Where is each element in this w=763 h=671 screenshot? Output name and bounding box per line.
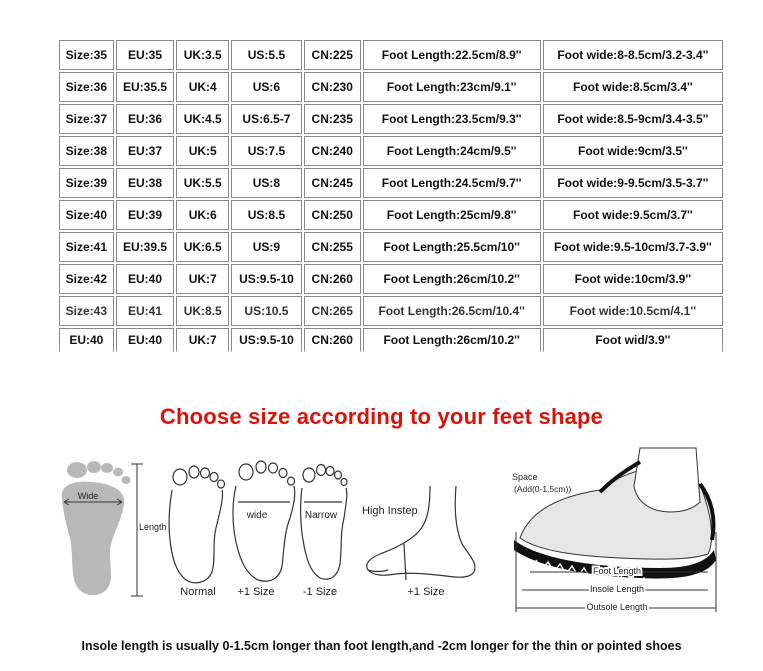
uk-cell: UK:7 [176, 264, 229, 294]
cn-cell: CN:250 [304, 200, 361, 230]
size-row [59, 232, 723, 262]
foot-length-cell: Foot Length:22.5cm/8.9'' [363, 40, 541, 70]
foot-wide-cell: Foot wide:9.5cm/3.7'' [543, 200, 723, 230]
high-instep-caption: +1 Size [407, 586, 445, 598]
cn-cell: CN:240 [304, 136, 361, 166]
size-cell: Size:42 [59, 264, 114, 294]
foot-length-cell: Foot Length:26cm/10.2'' [363, 264, 541, 294]
footnote: Insole length is usually 0-1.5cm longer than foot length,and -2cm longer for the thin or pointed shoes [81, 639, 682, 653]
cn-cell: CN:245 [304, 168, 361, 198]
size-row [59, 136, 723, 166]
size-cell: Size:39 [59, 168, 114, 198]
size-chart-body [59, 40, 723, 352]
us-cell: US:5.5 [231, 40, 302, 70]
foot-wide-cell: Foot wide:8.5-9cm/3.4-3.5'' [543, 104, 723, 134]
us-cell: US:9.5-10 [231, 264, 302, 294]
size-row [59, 264, 723, 294]
foot-length-cell: Foot Length:25.5cm/10'' [363, 232, 541, 262]
foot-length-cell: Foot Length:24cm/9.5'' [363, 136, 541, 166]
size-cell: Size:41 [59, 232, 114, 262]
size-cell: Size:37 [59, 104, 114, 134]
eu-cell: EU:39.5 [116, 232, 175, 262]
size-row [59, 40, 723, 70]
normal-caption: Normal [180, 586, 216, 598]
space-label: Space [512, 472, 538, 482]
foot-wide-cell: Foot wid/3.9'' [543, 328, 723, 352]
size-cell: Size:40 [59, 200, 114, 230]
size-row [59, 328, 723, 352]
us-cell: US:8 [231, 168, 302, 198]
cn-cell: CN:255 [304, 232, 361, 262]
size-cell: Size:38 [59, 136, 114, 166]
size-cell: Size:36 [59, 72, 114, 102]
uk-cell: UK:6.5 [176, 232, 229, 262]
size-row [59, 72, 723, 102]
us-cell: US:8.5 [231, 200, 302, 230]
uk-cell: UK:5 [176, 136, 229, 166]
foot-wide-cell: Foot wide:8.5cm/3.4'' [543, 72, 723, 102]
size-row [59, 168, 723, 198]
eu-cell: EU:38 [116, 168, 175, 198]
narrow-foot-outline [301, 465, 347, 580]
narrow-foot-label: Narrow [304, 510, 338, 521]
cn-cell: CN:265 [304, 296, 361, 326]
size-cell: EU:40 [59, 328, 114, 352]
cn-cell: CN:230 [304, 72, 361, 102]
foot-length-cell: Foot Length:26.5cm/10.4'' [363, 296, 541, 326]
foot-length-cell: Foot Length:23cm/9.1'' [363, 72, 541, 102]
footprint-diagram [62, 461, 167, 596]
foot-wide-cell: Foot wide:9cm/3.5'' [543, 136, 723, 166]
wide-caption: +1 Size [237, 586, 275, 598]
cn-cell: CN:260 [304, 264, 361, 294]
uk-cell: UK:4.5 [176, 104, 229, 134]
outsole-length-label: Outsole Length [586, 602, 648, 612]
size-row [59, 200, 723, 230]
size-cell: Size:43 [59, 296, 114, 326]
eu-cell: EU:35 [116, 40, 175, 70]
uk-cell: UK:8.5 [176, 296, 229, 326]
eu-cell: EU:35.5 [116, 72, 175, 102]
us-cell: US:7.5 [231, 136, 302, 166]
us-cell: US:10.5 [231, 296, 302, 326]
cn-cell: CN:260 [304, 328, 361, 352]
foot-length-cell: Foot Length:26cm/10.2'' [363, 328, 541, 352]
uk-cell: UK:6 [176, 200, 229, 230]
length-label: Length [139, 522, 167, 532]
insole-length-label: Insole Length [589, 584, 645, 594]
us-cell: US:9 [231, 232, 302, 262]
size-cell: Size:35 [59, 40, 114, 70]
uk-cell: UK:4 [176, 72, 229, 102]
foot-wide-cell: Foot wide:10cm/3.9'' [543, 264, 723, 294]
size-row [59, 104, 723, 134]
foot-length-label: Foot Length [592, 566, 642, 576]
cn-cell: CN:235 [304, 104, 361, 134]
eu-cell: EU:41 [116, 296, 175, 326]
wide-label: Wide [77, 491, 99, 501]
foot-wide-cell: Foot wide:8-8.5cm/3.2-3.4'' [543, 40, 723, 70]
foot-length-cell: Foot Length:24.5cm/9.7'' [363, 168, 541, 198]
high-instep-foot [367, 486, 475, 580]
foot-wide-cell: Foot wide:9.5-10cm/3.7-3.9'' [543, 232, 723, 262]
wide-foot-outline [233, 461, 295, 581]
narrow-caption: -1 Size [302, 586, 338, 598]
us-cell: US:6 [231, 72, 302, 102]
headline: Choose size according to your feet shape [159, 404, 604, 429]
wide-foot-label: wide [246, 510, 268, 521]
eu-cell: EU:36 [116, 104, 175, 134]
feet-shape-illustration [0, 440, 763, 630]
size-chart-table [57, 38, 725, 354]
eu-cell: EU:37 [116, 136, 175, 166]
foot-wide-cell: Foot wide:10.5cm/4.1'' [543, 296, 723, 326]
us-cell: US:6.5-7 [231, 104, 302, 134]
space-sub-label: (Add(0-1.5cm)) [514, 484, 572, 494]
size-row [59, 296, 723, 326]
foot-length-cell: Foot Length:23.5cm/9.3'' [363, 104, 541, 134]
eu-cell: EU:40 [116, 328, 175, 352]
normal-foot-outline [169, 466, 224, 583]
uk-cell: UK:3.5 [176, 40, 229, 70]
eu-cell: EU:39 [116, 200, 175, 230]
cn-cell: CN:225 [304, 40, 361, 70]
foot-length-cell: Foot Length:25cm/9.8'' [363, 200, 541, 230]
foot-wide-cell: Foot wide:9-9.5cm/3.5-3.7'' [543, 168, 723, 198]
eu-cell: EU:40 [116, 264, 175, 294]
uk-cell: UK:5.5 [176, 168, 229, 198]
us-cell: US:9.5-10 [231, 328, 302, 352]
uk-cell: UK:7 [176, 328, 229, 352]
high-instep-title: High Instep [362, 505, 418, 517]
